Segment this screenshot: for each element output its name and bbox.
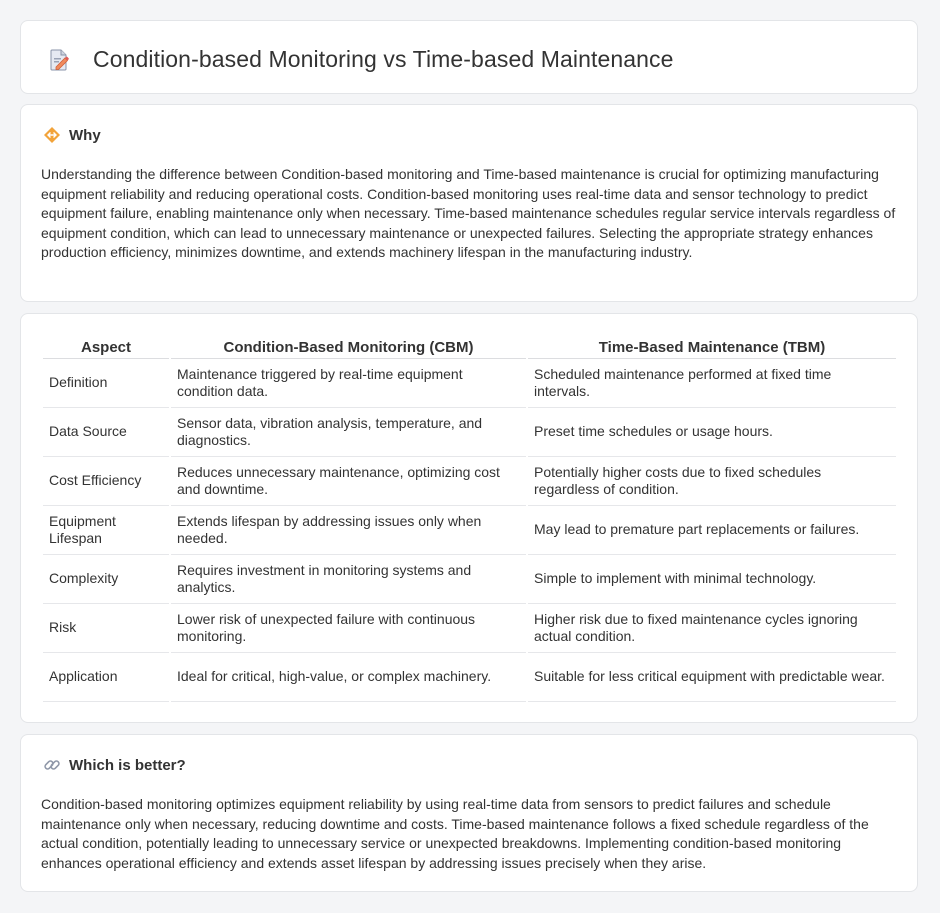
link-icon (43, 756, 61, 774)
table-row (43, 653, 896, 702)
title-row (47, 46, 674, 73)
which-is-better-section (20, 734, 918, 892)
aspect-cell: Cost Efficiency (43, 457, 169, 506)
table-row (43, 359, 896, 408)
better-paragraph: Condition-based monitoring optimizes equipment reliability by using real-time data from sensors to predict failures and schedule maintenance only when necessary, reducing downtime and costs. Time-based maintenance follows a fixed schedule regardless of the actual condition, potentially leading to unnecessary service or unexpected breakdowns. Implementing condition-based monitoring enhances operational efficiency and extends asset lifespan by addressing issues precisely when they arise. (41, 796, 869, 871)
aspect-cell: Risk (43, 604, 169, 653)
why-paragraph: Understanding the difference between Condition-based monitoring and Time-based maintenance is crucial for optimizing manufacturing equipment reliability and reducing operational costs. Condition-based monitoring uses real-time data and sensor technology to predict equipment failure, enabling maintenance only when necessary. Time-based maintenance schedules regular service intervals regardless of equipment condition, which can lead to unnecessary maintenance or unexpected failures. Selecting the appropriate strategy enhances production efficiency, minimizes downtime, and extends machinery lifespan in the manufacturing industry. (41, 166, 896, 260)
aspect-cell: Equipment Lifespan (43, 506, 169, 555)
why-section (20, 104, 918, 302)
diamond-arrows-icon (43, 126, 61, 144)
aspect-cell: Definition (43, 359, 169, 408)
cbm-cell: Requires investment in monitoring systems and analytics. (171, 555, 526, 604)
comparison-table (41, 334, 898, 702)
tbm-cell: Simple to implement with minimal technology. (528, 555, 896, 604)
cbm-cell: Sensor data, vibration analysis, temperature, and diagnostics. (171, 408, 526, 457)
aspect-cell: Data Source (43, 408, 169, 457)
header-tbm: Time-Based Maintenance (TBM) (528, 334, 896, 359)
table-header-row (43, 334, 896, 359)
tbm-cell: May lead to premature part replacements or failures. (528, 506, 896, 555)
why-title: Why (69, 126, 101, 144)
comparison-table-card (20, 313, 918, 723)
tbm-cell: Higher risk due to fixed maintenance cycles ignoring actual condition. (528, 604, 896, 653)
aspect-cell: Application (43, 653, 169, 702)
cbm-cell: Ideal for critical, high-value, or complex machinery. (171, 653, 526, 702)
tbm-cell: Suitable for less critical equipment with predictable wear. (528, 653, 896, 702)
cbm-cell: Lower risk of unexpected failure with continuous monitoring. (171, 604, 526, 653)
better-title: Which is better? (69, 756, 186, 774)
tbm-cell: Preset time schedules or usage hours. (528, 408, 896, 457)
table-row (43, 604, 896, 653)
cbm-cell: Extends lifespan by addressing issues only when needed. (171, 506, 526, 555)
cbm-cell: Maintenance triggered by real-time equipment condition data. (171, 359, 526, 408)
why-heading (43, 126, 101, 144)
aspect-cell: Complexity (43, 555, 169, 604)
better-heading (43, 756, 186, 774)
page-title: Condition-based Monitoring vs Time-based Maintenance (93, 46, 674, 72)
tbm-cell: Potentially higher costs due to fixed schedules regardless of condition. (528, 457, 896, 506)
header-cbm: Condition-Based Monitoring (CBM) (171, 334, 526, 359)
table-row (43, 408, 896, 457)
cbm-cell: Reduces unnecessary maintenance, optimizing cost and downtime. (171, 457, 526, 506)
table-row (43, 555, 896, 604)
table-row (43, 457, 896, 506)
table-row (43, 506, 896, 555)
tbm-cell: Scheduled maintenance performed at fixed time intervals. (528, 359, 896, 408)
document-pencil-icon (47, 48, 71, 72)
header-aspect: Aspect (43, 334, 169, 359)
title-card (20, 20, 918, 94)
